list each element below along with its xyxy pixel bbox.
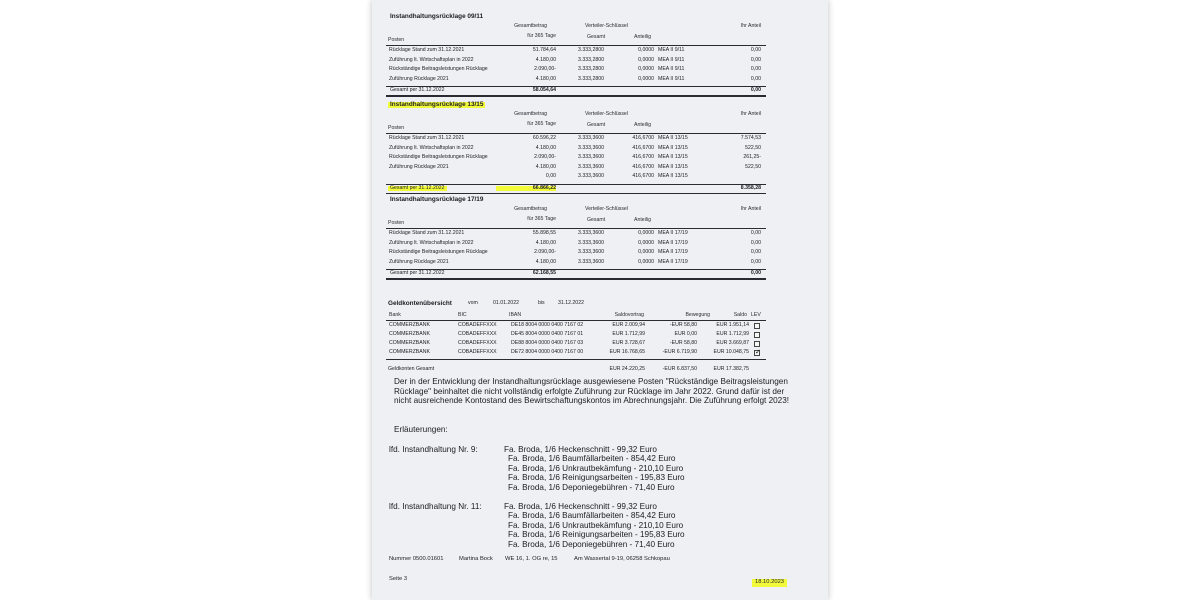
total-anteil: 0,00 <box>750 270 761 277</box>
row-gesamt: 3.333,3600 <box>578 258 604 265</box>
gk-total-label: Geldkonten Gesamt <box>388 366 435 372</box>
row-posten: Zuführung Rücklage 2021 <box>389 163 449 170</box>
section-title: Instandhaltungsrücklage 13/15 <box>390 101 484 108</box>
footer-we: WE 16, 1. OG re, 15 <box>505 556 558 562</box>
group-item: Fa. Broda, 1/6 Deponiegebühren - 71,40 Euro <box>508 539 675 549</box>
gk-saldo: EUR 1.712,99 <box>716 331 749 337</box>
gk-bic: COBADEFFXXX <box>458 340 497 346</box>
header-gesamtbetrag: Gesamtbetrag <box>514 206 547 212</box>
gk-header-bank: Bank <box>389 312 401 318</box>
row-posten: Rückständige Beitragsleistungen Rücklage <box>389 66 488 73</box>
gk-bewegung: EUR 0,00 <box>674 331 697 337</box>
gk-iban: DE72 8004 0000 0400 7167 00 <box>511 349 584 355</box>
gk-header-bic: BIC <box>458 312 467 318</box>
total-label: Gesamt per 31.12.2022 <box>390 185 445 191</box>
header-verteiler: Verteiler-Schlüssel <box>585 23 628 29</box>
gk-header-iban: IBAN <box>509 312 522 318</box>
row-anteil: 522,50 <box>745 144 761 151</box>
footer-adresse: Am Wassertal 9-19, 06258 Schkopau <box>574 556 670 562</box>
gk-bic: COBADEFFXXX <box>458 349 497 355</box>
gk-saldo: EUR 3.669,87 <box>716 340 749 346</box>
row-betrag: 51.784,64 <box>532 47 556 53</box>
gk-header-saldovortrag: Saldovortrag <box>614 312 644 318</box>
row-anteilig: 416,6700 <box>632 163 654 170</box>
header-rule <box>386 133 766 134</box>
row-anteil: 0,00 <box>750 239 761 246</box>
row-gesamt: 3.333,2800 <box>578 75 604 82</box>
row-schluessel: MEA II 9/11 <box>658 47 685 53</box>
row-schluessel: MEA II 17/19 <box>658 239 688 246</box>
gk-total-bewegung: -EUR 6.837,50 <box>662 366 697 372</box>
row-gesamt: 3.333,3600 <box>578 239 604 246</box>
row-schluessel: MEA II 9/11 <box>658 66 685 73</box>
total-label: Gesamt per 31.12.2022 <box>390 270 445 277</box>
gk-saldovortrag: EUR 2.009,94 <box>612 322 645 328</box>
row-gesamt: 3.333,3600 <box>578 230 604 236</box>
header-ihr-anteil: Ihr Anteil <box>740 111 761 117</box>
row-betrag: 55.898,55 <box>532 230 556 236</box>
row-betrag: 2.090,00- <box>534 66 556 73</box>
row-posten: Rücklage Stand zum 31.12.2021 <box>389 230 465 236</box>
row-posten: Rückständige Beitragsleistungen Rücklage <box>389 154 488 161</box>
row-anteilig: 0,0000 <box>638 66 654 73</box>
bis-date: 31.12.2022 <box>558 300 584 306</box>
row-gesamt: 3.333,2800 <box>578 47 604 53</box>
row-schluessel: MEA II 13/15 <box>658 163 688 170</box>
row-posten: Zuführung lt. Wirtschaftsplan in 2022 <box>389 239 474 246</box>
total-anteil: 8.358,28 <box>740 185 761 191</box>
row-gesamt: 3.333,3600 <box>578 144 604 151</box>
header-posten: Posten <box>388 125 405 131</box>
gk-bic: COBADEFFXXX <box>458 331 497 337</box>
header-gesamtbetrag: Gesamtbetrag <box>514 23 547 29</box>
footer-name: Martina Bock <box>459 556 493 562</box>
gk-saldovortrag: EUR 3.728,67 <box>612 340 645 346</box>
gk-saldo: EUR 10.048,75 <box>713 349 749 355</box>
header-gesamt: Gesamt <box>587 34 606 40</box>
vom-date: 01.01.2022 <box>493 300 519 306</box>
gk-iban: DE88 8004 0000 0400 7167 03 <box>511 340 584 346</box>
group-item: Fa. Broda, 1/6 Baumfällarbeiten - 854,42 Euro <box>508 511 676 521</box>
row-gesamt: 3.333,3600 <box>578 249 604 256</box>
row-anteilig: 0,0000 <box>638 230 654 236</box>
row-schluessel: MEA II 17/19 <box>658 258 688 265</box>
footer-datum: 18.10.2023 <box>752 579 787 587</box>
document-page <box>372 0 828 600</box>
row-posten: Rückständige Beitragsleistungen Rücklage <box>389 249 488 256</box>
gk-bewegung: -EUR 6.719,90 <box>662 349 697 355</box>
gk-bank: COMMERZBANK <box>389 340 430 346</box>
gk-bewegung: -EUR 58,80 <box>669 322 697 328</box>
group-label: lfd. Instandhaltung Nr. 11: <box>389 502 482 511</box>
explanation-paragraph: Der in der Entwicklung der Instandhaltungsrücklage ausgewiesene Posten "Rückständige Beitragsleistungen Rücklage" beinhaltet die nicht vollständig erfolgte Zuführung zur Rücklage im Jahr 2022. Grund dafür ist der nicht ausreichende Kontostand des Bewirtschaftungskontos im Abrechnungsjahr. Die Zuführung erfolgt 2023! <box>394 377 790 406</box>
total-betrag: 66.866,22 <box>496 186 556 191</box>
row-betrag: 2.090,00- <box>534 249 556 256</box>
group-item: Fa. Broda, 1/6 Unkrautbekämfung - 210,10 Euro <box>508 520 684 530</box>
row-posten: Rücklage Stand zum 31.12.2021 <box>389 135 465 141</box>
row-posten: Zuführung lt. Wirtschaftsplan in 2022 <box>389 56 474 63</box>
row-anteil: 0,00 <box>750 258 761 265</box>
group-label: lfd. Instandhaltung Nr. 9: <box>389 445 478 454</box>
row-betrag: 4.180,00 <box>535 75 556 82</box>
gk-bank: COMMERZBANK <box>389 331 430 337</box>
header-fuer365: für 365 Tage <box>527 121 556 127</box>
row-betrag: 2.090,00- <box>534 154 556 161</box>
erlaeuterungen-label: Erläuterungen: <box>394 425 448 434</box>
header-fuer365: für 365 Tage <box>527 216 556 222</box>
gk-bank: COMMERZBANK <box>389 322 430 328</box>
row-anteil: 0,00 <box>750 56 761 63</box>
row-anteil: 0,00 <box>750 230 761 236</box>
row-betrag: 4.180,00 <box>535 258 556 265</box>
row-gesamt: 3.333,3600 <box>578 135 604 141</box>
row-gesamt: 3.333,3600 <box>578 154 604 161</box>
row-anteilig: 0,0000 <box>638 75 654 82</box>
row-anteilig: 416,6700 <box>632 135 654 141</box>
row-betrag: 0,00 <box>545 173 556 180</box>
row-schluessel: MEA II 13/15 <box>658 144 688 151</box>
gk-total-saldo: EUR 17.382,75 <box>713 366 749 372</box>
gk-header-saldo: Saldo <box>733 312 747 318</box>
row-betrag: 4.180,00 <box>535 239 556 246</box>
gk-header-bewegung: Bewegung <box>685 312 710 318</box>
group-item: Fa. Broda, 1/6 Reinigungsarbeiten - 195,83 Euro <box>508 530 685 540</box>
row-anteilig: 0,0000 <box>638 239 654 246</box>
gk-bic: COBADEFFXXX <box>458 322 497 328</box>
row-betrag: 60.596,22 <box>532 135 556 141</box>
total-anteil: 0,00 <box>750 87 761 94</box>
geldkonten-title: Geldkontenübersicht <box>388 300 452 307</box>
group-item: Fa. Broda, 1/6 Baumfällarbeiten - 854,42 Euro <box>508 454 676 464</box>
total-rule-bottom <box>386 278 766 279</box>
lev-checkbox[interactable] <box>754 332 760 338</box>
header-anteilig: Anteilig <box>634 122 652 128</box>
header-posten: Posten <box>388 37 405 43</box>
group-item: Fa. Broda, 1/6 Reinigungsarbeiten - 195,83 Euro <box>508 473 685 483</box>
row-schluessel: MEA II 13/15 <box>658 173 688 180</box>
gk-header-rule <box>386 320 766 321</box>
row-gesamt: 3.333,2800 <box>578 56 604 63</box>
row-posten: Zuführung Rücklage 2021 <box>389 258 449 265</box>
section-title: Instandhaltungsrücklage 09/11 <box>390 13 484 20</box>
header-gesamt: Gesamt <box>587 217 606 223</box>
row-gesamt: 3.333,2800 <box>578 66 604 73</box>
row-gesamt: 3.333,3600 <box>578 163 604 170</box>
row-posten: Zuführung lt. Wirtschaftsplan in 2022 <box>389 144 474 151</box>
total-rule-bottom <box>386 95 766 96</box>
group-item: Fa. Broda, 1/6 Deponiegebühren - 71,40 Euro <box>508 482 675 492</box>
vom-label: vom <box>468 300 478 306</box>
group-item: Fa. Broda, 1/6 Unkrautbekämfung - 210,10 Euro <box>508 463 684 473</box>
row-gesamt: 3.333,3600 <box>578 173 604 180</box>
row-anteilig: 416,6700 <box>632 144 654 151</box>
row-posten: Zuführung Rücklage 2021 <box>389 75 449 82</box>
row-anteilig: 416,6700 <box>632 173 654 180</box>
header-anteilig: Anteilig <box>634 34 652 40</box>
header-anteilig: Anteilig <box>634 217 652 223</box>
footer-nummer: Nummer 0500.01601 <box>389 556 444 562</box>
row-betrag: 4.180,00 <box>535 144 556 151</box>
row-schluessel: MEA II 9/11 <box>658 75 685 82</box>
row-schluessel: MEA II 13/15 <box>658 154 688 161</box>
gk-iban: DE45 8004 0000 0400 7167 01 <box>511 331 584 337</box>
total-rule-bottom <box>386 193 766 194</box>
lev-checkbox[interactable] <box>754 341 760 347</box>
row-schluessel: MEA II 13/15 <box>658 135 688 141</box>
footer-seite: Seite 3 <box>389 576 408 582</box>
row-anteil: 522,50 <box>745 163 761 170</box>
row-betrag: 4.180,00 <box>535 56 556 63</box>
row-anteil: 0,00 <box>750 249 761 256</box>
gk-bank: COMMERZBANK <box>389 349 430 355</box>
row-schluessel: MEA II 17/19 <box>658 230 688 236</box>
header-rule <box>386 45 766 46</box>
header-ihr-anteil: Ihr Anteil <box>740 206 761 212</box>
group-item: Fa. Broda, 1/6 Heckenschnitt - 99,32 Euro <box>504 502 657 511</box>
row-anteilig: 0,0000 <box>638 56 654 63</box>
row-schluessel: MEA II 17/19 <box>658 249 688 256</box>
header-fuer365: für 365 Tage <box>527 33 556 39</box>
row-anteil: 0,00 <box>750 47 761 53</box>
gk-saldovortrag: EUR 1.712,99 <box>612 331 645 337</box>
section-title: Instandhaltungsrücklage 17/19 <box>390 196 484 203</box>
header-gesamt: Gesamt <box>587 122 606 128</box>
row-anteil: 0,00 <box>750 75 761 82</box>
gk-total-saldovortrag: EUR 24.220,25 <box>609 366 645 372</box>
lev-checkbox[interactable] <box>754 350 760 356</box>
bis-label: bis <box>538 300 545 306</box>
group-item: Fa. Broda, 1/6 Heckenschnitt - 99,32 Euro <box>504 445 657 454</box>
header-gesamtbetrag: Gesamtbetrag <box>514 111 547 117</box>
total-label: Gesamt per 31.12.2022 <box>390 87 445 94</box>
gk-saldo: EUR 1.951,14 <box>716 322 749 328</box>
gk-total-rule <box>386 359 766 360</box>
gk-header-lev: LEV <box>751 312 761 318</box>
gk-bewegung: -EUR 58,80 <box>669 340 697 346</box>
row-anteilig: 0,0000 <box>638 258 654 265</box>
gk-saldovortrag: EUR 16.768,65 <box>609 349 645 355</box>
gk-iban: DE18 8004 0000 0400 7167 02 <box>511 322 584 328</box>
row-anteilig: 0,0000 <box>638 249 654 256</box>
row-schluessel: MEA II 9/11 <box>658 56 685 63</box>
row-anteil: 0,00 <box>750 66 761 73</box>
total-betrag: 58.054,64 <box>532 87 556 94</box>
row-anteil: 7.574,53 <box>740 135 761 141</box>
lev-checkbox[interactable] <box>754 323 760 329</box>
header-ihr-anteil: Ihr Anteil <box>740 23 761 29</box>
row-anteilig: 416,6700 <box>632 154 654 161</box>
row-anteil: 261,25- <box>743 154 761 161</box>
total-betrag: 62.168,55 <box>532 270 556 277</box>
header-verteiler: Verteiler-Schlüssel <box>585 206 628 212</box>
header-posten: Posten <box>388 220 405 226</box>
row-posten: Rücklage Stand zum 31.12.2021 <box>389 47 465 53</box>
row-anteilig: 0,0000 <box>638 47 654 53</box>
header-verteiler: Verteiler-Schlüssel <box>585 111 628 117</box>
header-rule <box>386 228 766 229</box>
row-betrag: 4.180,00 <box>535 163 556 170</box>
